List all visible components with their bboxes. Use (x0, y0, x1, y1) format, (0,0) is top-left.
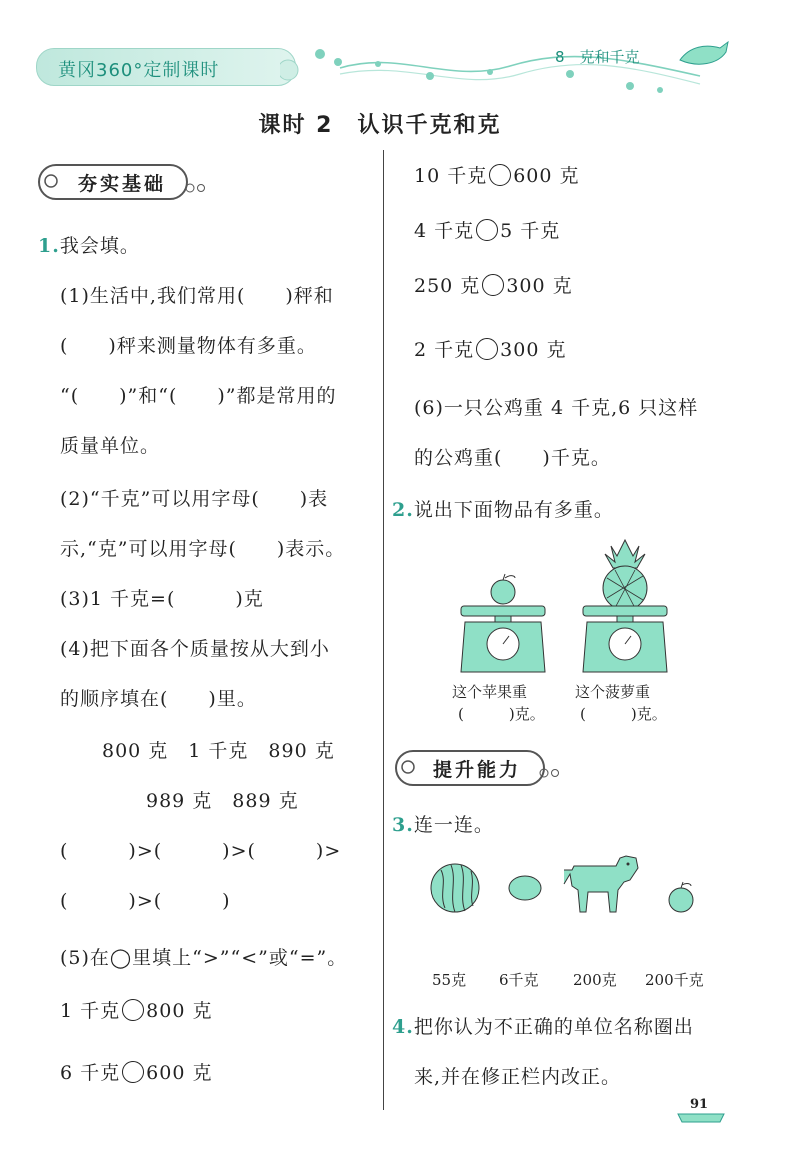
q4-number: 4. (392, 1016, 414, 1038)
match-option-4[interactable]: 200千克 (645, 971, 704, 989)
header-series: 黄冈360°定制课时 (58, 60, 220, 81)
q1-part6-line1: (6)一只公鸡重 4 千克,6 只这样 (414, 397, 699, 419)
page-number: 91 (690, 1097, 709, 1112)
q4-line1: 把你认为不正确的单位名称圈出 (413, 1016, 694, 1038)
match-option-2[interactable]: 6千克 (499, 971, 539, 989)
q1-part1-line3: “( )”和“( )”都是常用的 (60, 385, 337, 407)
q3-instruction: 连一连。 (413, 814, 494, 836)
q1-number: 1. (38, 235, 60, 257)
compare-row-4: 4 千克 5 千克 (414, 220, 561, 242)
pineapple-scale-image (577, 538, 672, 678)
q1-part4-blanks2: ( )>( ) (60, 890, 231, 912)
compare-circle-6[interactable] (476, 338, 498, 360)
section-advance-title: 提升能力 (433, 759, 522, 781)
match-option-3[interactable]: 200克 (573, 971, 617, 989)
q2-instruction: 说出下面物品有多重。 (413, 499, 614, 521)
bubbles-icon (538, 763, 564, 781)
compare-row-3: 10 千克 600 克 (414, 165, 580, 187)
header-decoration (280, 40, 720, 100)
lesson-title: 课时 2 认识千克和克 (258, 113, 502, 138)
q1-part4-blanks1: ( )>( )>( )> (60, 840, 342, 862)
match-option-1[interactable]: 55克 (432, 971, 467, 989)
q1-part6-line2: 的公鸡重( )千克。 (414, 447, 611, 469)
q1-part4-line2: 的顺序填在( )里。 (60, 688, 257, 710)
column-divider (383, 150, 384, 1110)
q1-part4-items1: 800 克 1 千克 890 克 (102, 740, 335, 762)
compare-row-1: 1 千克 800 克 (60, 1000, 213, 1022)
q4-line2: 来,并在修正栏内改正。 (414, 1066, 622, 1088)
q1-part2-line2: 示,“克”可以用字母( )表示。 (60, 538, 346, 560)
q1-part3: (3)1 千克=( )克 (60, 588, 264, 610)
section-basic-title: 夯实基础 (78, 173, 167, 195)
q1-part1-line4: 质量单位。 (60, 435, 161, 457)
egg-image[interactable] (505, 872, 545, 904)
bubbles-icon (184, 178, 210, 196)
compare-circle-3[interactable] (489, 164, 511, 186)
compare-circle-4[interactable] (476, 219, 498, 241)
apple-image[interactable] (665, 880, 697, 914)
circle-deco-icon (399, 758, 419, 778)
q1-part4-items2: 989 克 889 克 (146, 790, 299, 812)
q3-number: 3. (392, 814, 414, 836)
q1-part1-line2: ( )秤来测量物体有多重。 (60, 335, 317, 357)
pineapple-caption: 这个菠萝重 (575, 683, 651, 701)
watermelon-image[interactable] (427, 858, 483, 914)
cow-image[interactable] (558, 850, 644, 918)
page-number-tab (676, 1110, 726, 1124)
compare-row-5: 250 克 300 克 (414, 275, 573, 297)
q1-part1-line1: (1)生活中,我们常用( )秤和 (60, 285, 334, 307)
compare-row-2: 6 千克 600 克 (60, 1062, 213, 1084)
apple-caption: 这个苹果重 (452, 683, 528, 701)
q1-part4-line1: (4)把下面各个质量按从大到小 (60, 638, 330, 660)
q1-part2-line1: (2)“千克”可以用字母( )表 (60, 488, 329, 510)
compare-circle-1[interactable] (122, 999, 144, 1021)
q1-instruction: 我会填。 (59, 235, 140, 257)
pineapple-answer-blank: ( )克。 (580, 705, 667, 723)
q2-number: 2. (392, 499, 414, 521)
compare-circle-5[interactable] (482, 274, 504, 296)
q1-part5: (5)在◯里填上“>”“<”或“=”。 (60, 947, 348, 969)
compare-row-6: 2 千克 300 克 (414, 339, 567, 361)
compare-circle-2[interactable] (122, 1061, 144, 1083)
bird-icon (676, 38, 732, 72)
apple-scale-image (455, 572, 550, 678)
circle-deco-icon (42, 172, 62, 192)
apple-answer-blank: ( )克。 (458, 705, 545, 723)
chapter-label: 8 克和千克 (555, 48, 640, 66)
